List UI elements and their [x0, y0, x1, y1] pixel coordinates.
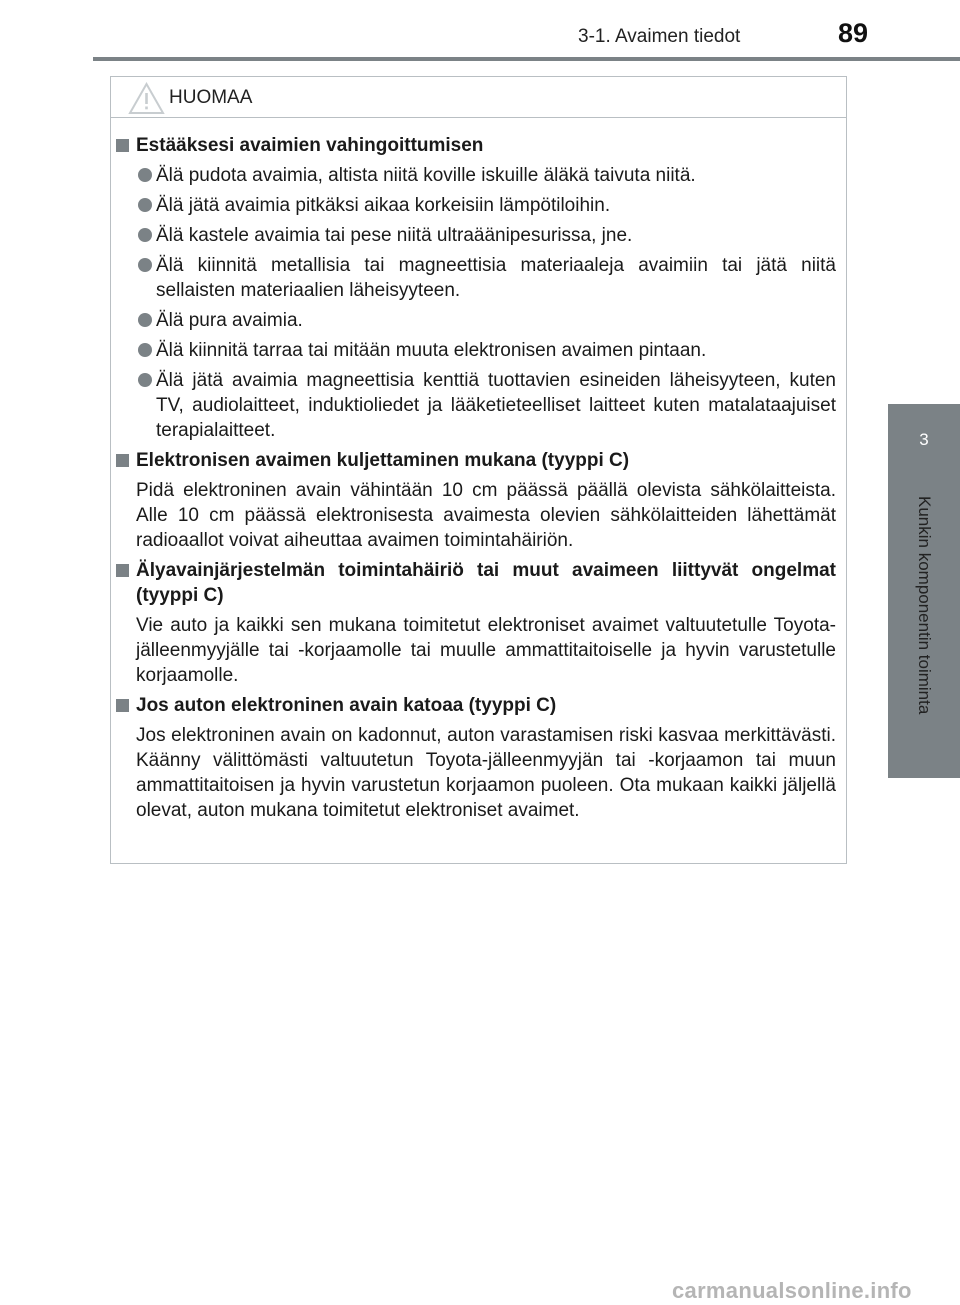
square-bullet-icon: [116, 564, 129, 577]
square-bullet-icon: [116, 139, 129, 152]
round-bullet-icon: [138, 313, 152, 327]
page-number: 89: [838, 18, 869, 48]
section-heading: Elektronisen avaimen kuljettaminen mukana (tyyppi C): [114, 448, 836, 473]
section-heading: Estääksesi avaimien vahingoittumisen: [114, 133, 836, 158]
list-item: Älä jätä avaimia pitkäksi aikaa korkeisiin lämpötiloihin.: [114, 193, 836, 218]
caution-box: [110, 76, 847, 864]
caution-title: HUOMAA: [169, 87, 253, 108]
list-item: Älä jätä avaimia magneettisia kenttiä tuottavien esineiden läheisyyteen, kuten TV, audiolaitteet, induktioliedet ja lääketieteelliset laitteet kuten matalataajuiset terapialaitteet.: [114, 368, 836, 443]
round-bullet-icon: [138, 258, 152, 272]
list-item: Älä kiinnitä tarraa tai mitään muuta elektronisen avaimen pintaan.: [114, 338, 836, 363]
list-item: Älä kiinnitä metallisia tai magneettisia materiaaleja avaimiin tai jätä niitä sellaisten materiaalien läheisyyteen.: [114, 253, 836, 303]
chapter-label: Kunkin komponentin toiminta: [915, 496, 934, 715]
list-item: Älä pudota avaimia, altista niitä koville iskuille äläkä taivuta niitä.: [114, 163, 836, 188]
round-bullet-icon: [138, 228, 152, 242]
section-paragraph: Jos elektroninen avain on kadonnut, auton varastamisen riski kasvaa merkittävästi. Käänny välittömästi valtuutetun Toyota-jälleenmyyjän tai -korjaamon tai muun ammattitaitoisen ja hyvin varustetun korjaamon puoleen. Ota mukaan kaikki jäljellä olevat, auton mukana toimitetut elektroniset avaimet.: [136, 725, 836, 821]
chapter-number: 3: [919, 430, 929, 449]
square-bullet-icon: [116, 454, 129, 467]
round-bullet-icon: [138, 168, 152, 182]
round-bullet-icon: [138, 198, 152, 212]
round-bullet-icon: [138, 373, 152, 387]
square-bullet-icon: [116, 699, 129, 712]
watermark: carmanualsonline.info: [672, 1278, 912, 1303]
caution-content: [114, 133, 836, 828]
section-title: 3-1. Avaimen tiedot: [578, 26, 741, 47]
header-rule: [93, 57, 960, 61]
section-heading: Älyavainjärjestelmän toimintahäiriö tai muut avaimeen liittyvät ongelmat (tyyppi C): [114, 558, 836, 608]
list-item: Älä pura avaimia.: [114, 308, 836, 333]
warning-triangle-icon: [128, 82, 165, 115]
section-paragraph: Vie auto ja kaikki sen mukana toimitetut elektroniset avaimet valtuutetulle Toyota-jälleenmyyjälle tai -korjaamolle tai muulle ammattitaitoiselle ja hyvin varustetulle korjaamolle.: [136, 615, 836, 686]
round-bullet-icon: [138, 343, 152, 357]
section-heading: Jos auton elektroninen avain katoaa (tyyppi C): [114, 693, 836, 718]
list-item: Älä kastele avaimia tai pese niitä ultraäänipesurissa, jne.: [114, 223, 836, 248]
caution-header: [111, 77, 846, 118]
section-paragraph: Pidä elektroninen avain vähintään 10 cm päässä päällä olevista sähkölaitteista. Alle 10 cm päässä elektronisesta avaimesta olevien sähkölaitteiden lähettämät radioaallot voivat aiheuttaa avaimen toimintahäiriön.: [136, 480, 836, 551]
